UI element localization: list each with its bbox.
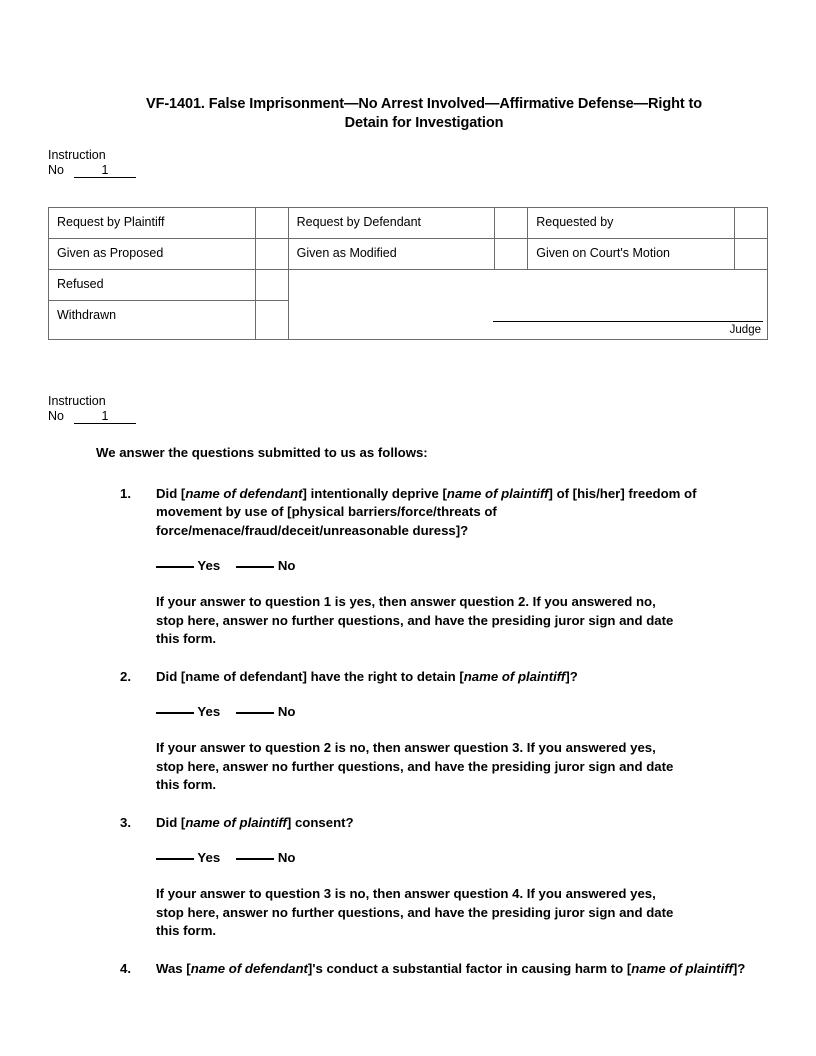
instruction-no-value[interactable]: 1 bbox=[74, 409, 136, 424]
question-text-segment: Was [ bbox=[156, 960, 191, 976]
verdict-lead-in: We answer the questions submitted to us as follows: bbox=[96, 445, 428, 460]
question-placeholder: name of plaintiff bbox=[631, 960, 733, 976]
question-text-segment: ] intentionally deprive [ bbox=[302, 485, 447, 501]
cell-given-as-proposed-label: Given as Proposed bbox=[49, 239, 256, 270]
instruction-no-label: No bbox=[48, 163, 64, 177]
question-text-segment: Did [ bbox=[156, 485, 186, 501]
instruction-number-header-top bbox=[48, 148, 136, 178]
checkbox-request-by-plaintiff[interactable] bbox=[255, 208, 288, 239]
question-text-segment: ]'s conduct a substantial factor in causing harm to [ bbox=[307, 960, 632, 976]
checkbox-request-by-defendant[interactable] bbox=[495, 208, 528, 239]
cell-refused-label: Refused bbox=[49, 270, 256, 301]
question-text bbox=[156, 960, 752, 979]
question-text-segment: ] consent? bbox=[286, 814, 354, 830]
answer-line bbox=[156, 557, 752, 576]
question-text-segment: Did [ bbox=[156, 814, 186, 830]
instruction-no-label: No bbox=[48, 409, 64, 423]
question-item bbox=[96, 485, 752, 541]
table-row bbox=[49, 239, 768, 270]
question-text bbox=[156, 668, 752, 687]
checkbox-withdrawn[interactable] bbox=[255, 301, 288, 340]
answer-blank-no[interactable] bbox=[236, 566, 274, 568]
checkbox-given-as-modified[interactable] bbox=[495, 239, 528, 270]
cell-given-on-courts-motion-label: Given on Court's Motion bbox=[528, 239, 735, 270]
question-placeholder: name of plaintiff bbox=[463, 668, 566, 684]
question-instruction-note: If your answer to question 1 is yes, then answer question 2. If you answered no, stop here, answer no further questions, and have the presiding juror sign and date this form. bbox=[156, 593, 674, 647]
question-spacer bbox=[96, 795, 752, 814]
question-placeholder: name of defendant bbox=[185, 485, 303, 501]
answer-line bbox=[156, 849, 752, 868]
table-row bbox=[49, 270, 768, 301]
answer-yes-label: Yes bbox=[194, 850, 221, 866]
cell-withdrawn-label: Withdrawn bbox=[49, 301, 256, 340]
question-spacer bbox=[96, 649, 752, 668]
instruction-word-label: Instruction bbox=[48, 394, 106, 408]
question-spacer bbox=[96, 941, 752, 960]
question-number: 3. bbox=[120, 814, 131, 830]
answer-no-label: No bbox=[274, 558, 296, 574]
instruction-number-header-body bbox=[48, 394, 136, 424]
page-title: VF-1401. False Imprisonment—No Arrest Involved—Affirmative Defense—Right to Detain for Investigation bbox=[146, 96, 702, 131]
cell-requested-by-label: Requested by bbox=[528, 208, 735, 239]
disposition-table bbox=[48, 207, 768, 340]
verdict-form-body bbox=[96, 444, 752, 978]
instruction-word-label: Instruction bbox=[48, 148, 106, 162]
question-item bbox=[96, 668, 752, 687]
cell-request-by-defendant-label: Request by Defendant bbox=[288, 208, 495, 239]
answer-no-label: No bbox=[274, 850, 296, 866]
answer-line bbox=[156, 703, 752, 722]
cell-request-by-plaintiff-label: Request by Plaintiff bbox=[49, 208, 256, 239]
cell-given-as-modified-label: Given as Modified bbox=[288, 239, 495, 270]
question-number: 1. bbox=[120, 485, 131, 501]
question-placeholder: name of defendant bbox=[190, 960, 308, 976]
question-item bbox=[96, 814, 752, 833]
question-text-segment: ]? bbox=[565, 668, 578, 684]
judge-signature-area bbox=[288, 270, 767, 340]
table-row bbox=[49, 208, 768, 239]
question-text-segment: ]? bbox=[732, 960, 746, 976]
question-item bbox=[96, 960, 752, 979]
question-placeholder: name of plaintiff bbox=[446, 485, 549, 501]
judge-signature-block bbox=[493, 321, 763, 337]
answer-no-label: No bbox=[274, 704, 296, 720]
question-number: 4. bbox=[120, 960, 131, 976]
question-placeholder: name of plaintiff bbox=[185, 814, 287, 830]
checkbox-refused[interactable] bbox=[255, 270, 288, 301]
instruction-no-value[interactable]: 1 bbox=[74, 163, 136, 178]
judge-label: Judge bbox=[729, 324, 761, 336]
answer-blank-no[interactable] bbox=[236, 712, 274, 714]
question-instruction-note: If your answer to question 3 is no, then answer question 4. If you answered yes, stop here, answer no further questions, and have the presiding juror sign and date this form. bbox=[156, 885, 674, 939]
question-number: 2. bbox=[120, 668, 131, 684]
checkbox-requested-by[interactable] bbox=[734, 208, 767, 239]
question-text-segment: Did [name of defendant] have the right to detain [ bbox=[156, 668, 464, 684]
checkbox-given-on-courts-motion[interactable] bbox=[734, 239, 767, 270]
answer-yes-label: Yes bbox=[194, 704, 221, 720]
question-text bbox=[156, 485, 752, 541]
question-text-segment: ] of [his/her] freedom of movement by use of [physical barriers/force/threats of force/menace/fraud/deceit/unreasonable duress]? bbox=[156, 485, 697, 538]
answer-yes-label: Yes bbox=[194, 558, 221, 574]
answer-blank-yes[interactable] bbox=[156, 712, 194, 714]
answer-blank-no[interactable] bbox=[236, 858, 274, 860]
checkbox-given-as-proposed[interactable] bbox=[255, 239, 288, 270]
questions-list bbox=[96, 485, 752, 979]
answer-blank-yes[interactable] bbox=[156, 858, 194, 860]
question-instruction-note: If your answer to question 2 is no, then answer question 3. If you answered yes, stop here, answer no further questions, and have the presiding juror sign and date this form. bbox=[156, 739, 674, 793]
answer-blank-yes[interactable] bbox=[156, 566, 194, 568]
question-text bbox=[156, 814, 752, 833]
